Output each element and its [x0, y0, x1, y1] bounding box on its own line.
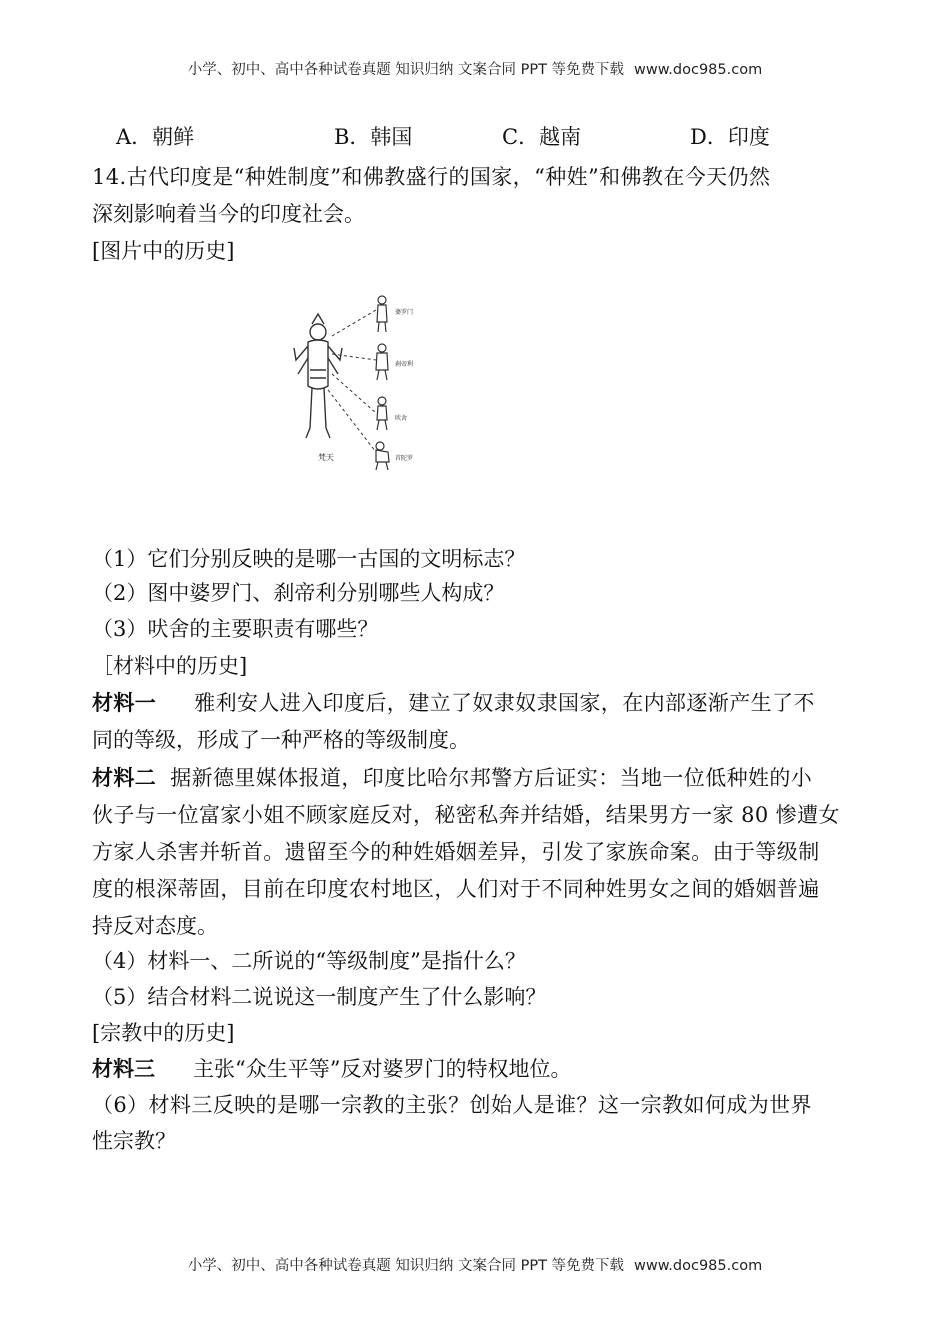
footer-site: www.doc985.com: [634, 1258, 763, 1274]
figure-center-label: 梵天: [318, 453, 334, 462]
caste-figure: [288, 288, 423, 470]
material2-line1: 材料二 据新德里媒体报道，印度比哈尔邦警方后证实：当地一位低种姓的小: [92, 765, 813, 790]
question-4: （4）材料一、二所说的“等级制度”是指什么？: [92, 949, 526, 973]
option-b: B．韩国: [334, 125, 413, 149]
question-5: （5）结合材料二说说这一制度产生了什么影响？: [92, 985, 547, 1009]
question-1: （1）它们分别反映的是哪一古国的文明标志？: [92, 547, 526, 571]
material1-line2: 同的等级，形成了一种严格的等级制度。: [92, 728, 470, 752]
material3-line: 材料三 主张“众生平等”反对婆罗门的特权地位。: [92, 1056, 572, 1081]
header-site: www.doc985.com: [634, 62, 763, 78]
q14-line1: 14.古代印度是“种姓制度”和佛教盛行的国家，“种姓”和佛教在今天仍然: [92, 165, 771, 189]
caste-label-kshatriya: 刹帝利: [395, 361, 414, 368]
section-material: ［材料中的历史]: [92, 654, 248, 678]
header-text: 小学、初中、高中各种试卷真题 知识归纳 文案合同 PPT 等免费下载: [187, 62, 625, 78]
material2-line4: 度的根深蒂固，目前在印度农村地区，人们对于不同种姓男女之间的婚姻普遍: [92, 877, 820, 901]
caste-label-vaishya: 吠舍: [395, 415, 408, 422]
material2-label: 材料二: [92, 765, 157, 790]
page-footer: [0, 1254, 950, 1275]
caste-label-brahmin: 婆罗门: [395, 309, 414, 316]
material1-label: 材料一: [92, 690, 157, 715]
option-a: A．朝鲜: [116, 125, 195, 149]
option-c: C．越南: [502, 125, 582, 149]
question-6-line1: （6）材料三反映的是哪一宗教的主张？创始人是谁？这一宗教如何成为世界: [92, 1093, 812, 1117]
question-3: （3）吠舍的主要职责有哪些？: [92, 617, 379, 641]
section-picture: [图片中的历史]: [92, 239, 235, 263]
material2-line5: 持反对态度。: [92, 914, 218, 938]
caste-label-shudra: 首陀罗: [395, 455, 414, 462]
question-2: （2）图中婆罗门、刹帝利分别哪些人构成？: [92, 581, 505, 605]
option-d: D．印度: [690, 125, 770, 149]
material2-line2: 伙子与一位富家小姐不顾家庭反对，秘密私奔并结婚，结果男方一家 80 惨遭女: [92, 803, 840, 827]
question-6-line2: 性宗教？: [92, 1129, 176, 1153]
page-header: [0, 58, 950, 79]
material1-line1: 材料一 雅利安人进入印度后，建立了奴隶奴隶国家，在内部逐渐产生了不: [92, 690, 815, 715]
material2-line3: 方家人杀害并斩首。遗留至今的种姓婚姻差异，引发了家族命案。由于等级制: [92, 840, 820, 864]
q14-line2: 深刻影响着当今的印度社会。: [92, 202, 365, 226]
material3-label: 材料三: [92, 1056, 155, 1081]
section-religion: [宗教中的历史]: [92, 1021, 235, 1045]
footer-text: 小学、初中、高中各种试卷真题 知识归纳 文案合同 PPT 等免费下载: [187, 1258, 625, 1274]
